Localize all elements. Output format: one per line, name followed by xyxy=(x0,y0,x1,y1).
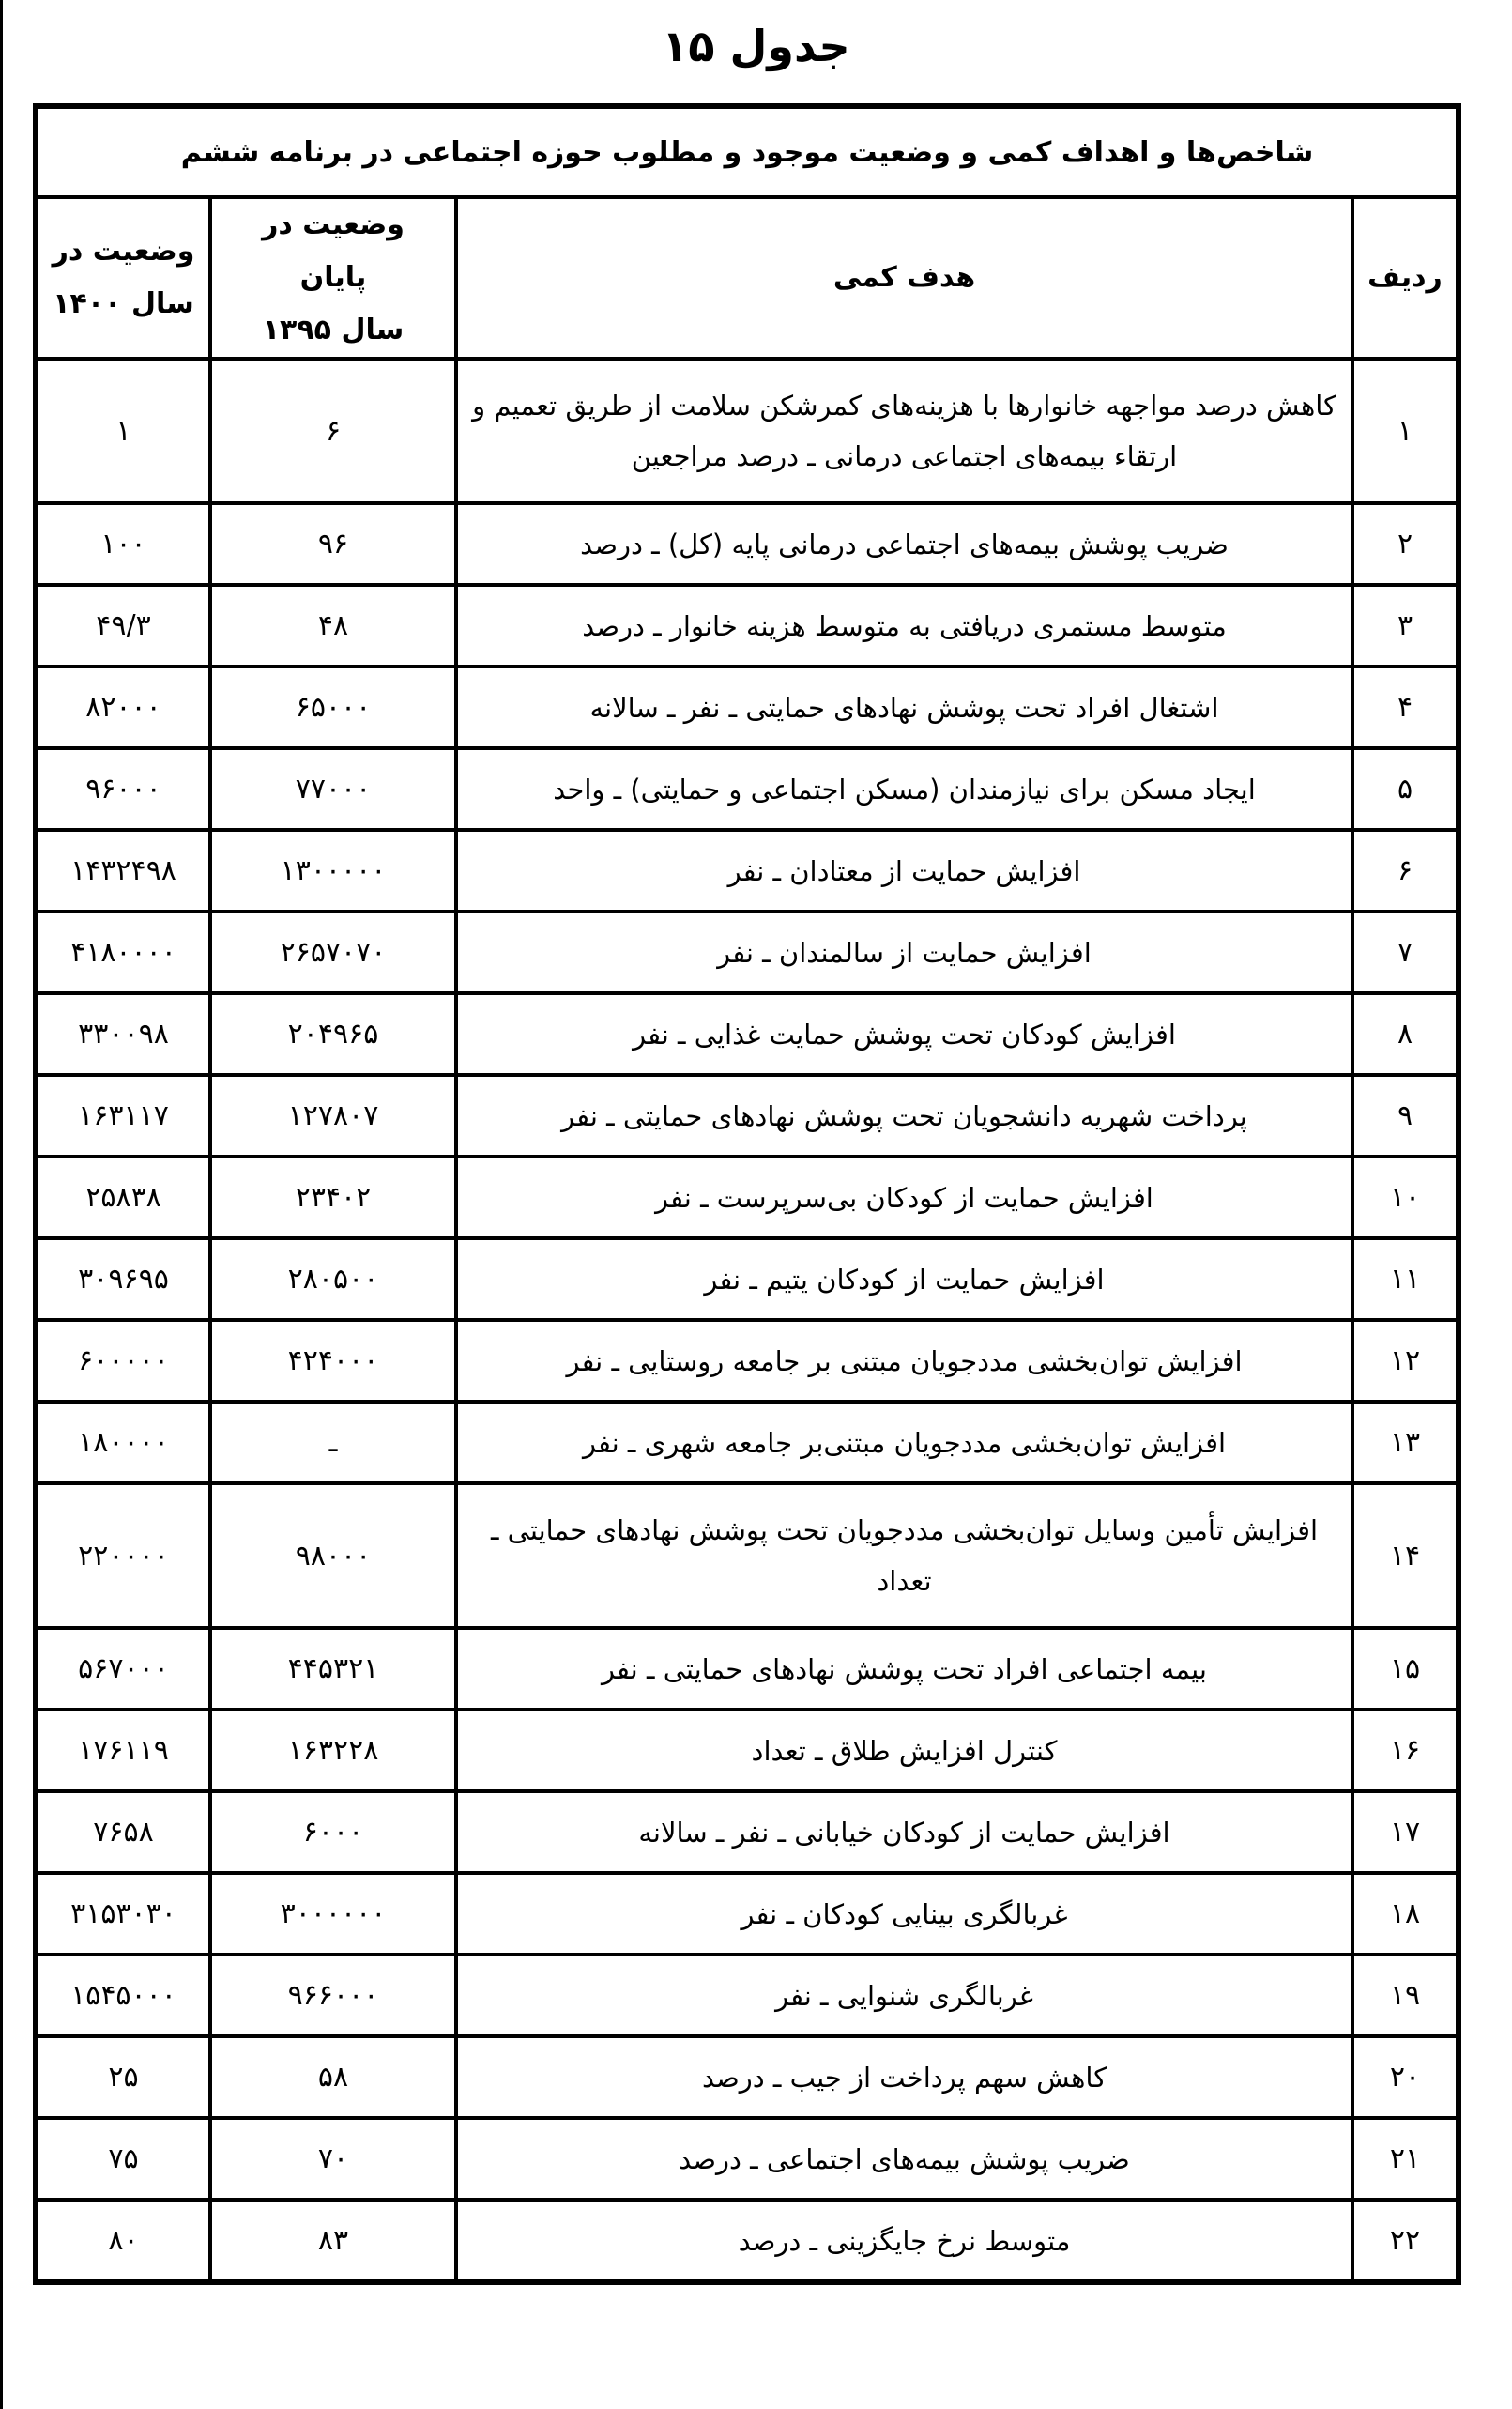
row-status-1400-cell: ۱۶۳۱۱۷ xyxy=(36,1075,210,1157)
row-goal-cell: افزایش حمایت از سالمندان ـ نفر xyxy=(456,912,1352,993)
row-status-1400-cell: ۱۵۴۵۰۰۰ xyxy=(36,1955,210,2036)
social-indicators-table xyxy=(33,103,1461,2285)
row-index-cell: ۸ xyxy=(1352,993,1459,1075)
table-row xyxy=(36,585,1459,667)
row-status-1400-cell: ۴۹/۳ xyxy=(36,585,210,667)
page-title: جدول ۱۵ xyxy=(662,21,850,71)
table-header-row xyxy=(36,197,1459,359)
row-status-1400-cell: ۱۰۰ xyxy=(36,503,210,585)
row-index-cell: ۷ xyxy=(1352,912,1459,993)
row-status-1400-cell: ۳۰۹۶۹۵ xyxy=(36,1238,210,1320)
row-goal-cell: اشتغال افراد تحت پوشش نهادهای حمایتی ـ نفر ـ سالانه xyxy=(456,667,1352,748)
row-index-cell: ۱۱ xyxy=(1352,1238,1459,1320)
header-status-1400-line1: وضعیت در xyxy=(52,235,195,268)
row-status-1395-cell: ۵۸ xyxy=(210,2036,456,2118)
row-status-1395-cell: ۲۶۵۷۰۷۰ xyxy=(210,912,456,993)
row-goal-cell: پرداخت شهریه دانشجویان تحت پوشش نهادهای حمایتی ـ نفر xyxy=(456,1075,1352,1157)
row-status-1395-cell: ۹۸۰۰۰ xyxy=(210,1483,456,1628)
row-index-cell: ۱ xyxy=(1352,359,1459,503)
row-status-1400-cell: ۴۱۸۰۰۰۰ xyxy=(36,912,210,993)
table-row xyxy=(36,1710,1459,1791)
row-status-1400-cell: ۸۰ xyxy=(36,2200,210,2282)
row-status-1400-cell: ۳۳۰۰۹۸ xyxy=(36,993,210,1075)
table-body xyxy=(36,359,1459,2282)
row-status-1400-cell: ۲۵ xyxy=(36,2036,210,2118)
row-status-1395-cell: ۱۳۰۰۰۰۰ xyxy=(210,830,456,912)
row-status-1400-cell: ۱۴۳۲۴۹۸ xyxy=(36,830,210,912)
row-index-cell: ۲۲ xyxy=(1352,2200,1459,2282)
table-row xyxy=(36,830,1459,912)
row-goal-cell: ضریب پوشش بیمه‌های اجتماعی ـ درصد xyxy=(456,2118,1352,2200)
row-index-cell: ۱۹ xyxy=(1352,1955,1459,2036)
row-index-cell: ۱۶ xyxy=(1352,1710,1459,1791)
row-index-cell: ۱۰ xyxy=(1352,1157,1459,1238)
row-index-cell: ۲۱ xyxy=(1352,2118,1459,2200)
header-status-1395-line2: سال ۱۳۹۵ xyxy=(262,314,405,346)
table-row xyxy=(36,2036,1459,2118)
row-goal-cell: ضریب پوشش بیمه‌های اجتماعی درمانی پایه (کل) ـ درصد xyxy=(456,503,1352,585)
row-index-cell: ۴ xyxy=(1352,667,1459,748)
header-index: ردیف xyxy=(1352,197,1459,359)
row-status-1400-cell: ۶۰۰۰۰۰ xyxy=(36,1320,210,1402)
row-index-cell: ۱۲ xyxy=(1352,1320,1459,1402)
row-index-cell: ۲۰ xyxy=(1352,2036,1459,2118)
row-goal-cell: متوسط نرخ جایگزینی ـ درصد xyxy=(456,2200,1352,2282)
row-index-cell: ۹ xyxy=(1352,1075,1459,1157)
row-status-1395-cell: ۳۰۰۰۰۰۰ xyxy=(210,1873,456,1955)
row-status-1395-cell: ۷۷۰۰۰ xyxy=(210,748,456,830)
row-goal-cell: افزایش حمایت از کودکان یتیم ـ نفر xyxy=(456,1238,1352,1320)
table-row xyxy=(36,1955,1459,2036)
row-goal-cell: غربالگری شنوایی ـ نفر xyxy=(456,1955,1352,2036)
row-status-1400-cell: ۲۲۰۰۰۰ xyxy=(36,1483,210,1628)
row-status-1395-cell: ۹۶۶۰۰۰ xyxy=(210,1955,456,2036)
row-status-1400-cell: ۱ xyxy=(36,359,210,503)
row-index-cell: ۱۵ xyxy=(1352,1628,1459,1710)
row-status-1395-cell: ۶۰۰۰ xyxy=(210,1791,456,1873)
header-goal: هدف کمی xyxy=(456,197,1352,359)
row-status-1400-cell: ۱۸۰۰۰۰ xyxy=(36,1402,210,1483)
row-goal-cell: افزایش توان‌بخشی مددجویان مبتنی بر جامعه روستایی ـ نفر xyxy=(456,1320,1352,1402)
table-row xyxy=(36,912,1459,993)
row-goal-cell: افزایش کودکان تحت پوشش حمایت غذایی ـ نفر xyxy=(456,993,1352,1075)
row-goal-cell: افزایش تأمین وسایل توان‌بخشی مددجویان تحت پوشش نهادهای حمایتی ـ تعداد xyxy=(456,1483,1352,1628)
row-status-1395-cell: ۲۸۰۵۰۰ xyxy=(210,1238,456,1320)
header-status-1395 xyxy=(210,197,456,359)
row-goal-cell: افزایش حمایت از کودکان بی‌سرپرست ـ نفر xyxy=(456,1157,1352,1238)
row-index-cell: ۱۳ xyxy=(1352,1402,1459,1483)
row-index-cell: ۵ xyxy=(1352,748,1459,830)
row-goal-cell: افزایش توان‌بخشی مددجویان مبتنی‌بر جامعه شهری ـ نفر xyxy=(456,1402,1352,1483)
row-status-1400-cell: ۸۲۰۰۰ xyxy=(36,667,210,748)
row-status-1395-cell: ۴۸ xyxy=(210,585,456,667)
row-goal-cell: کاهش درصد مواجهه خانوارها با هزینه‌های کمرشکن سلامت از طریق تعمیم و ارتقاء بیمه‌های اجتماعی درمانی ـ درصد مراجعین xyxy=(456,359,1352,503)
row-status-1395-cell: ۶۵۰۰۰ xyxy=(210,667,456,748)
row-status-1400-cell: ۳۱۵۳۰۳۰ xyxy=(36,1873,210,1955)
row-index-cell: ۳ xyxy=(1352,585,1459,667)
row-status-1395-cell: ۹۶ xyxy=(210,503,456,585)
table-row xyxy=(36,993,1459,1075)
row-status-1400-cell: ۵۶۷۰۰۰ xyxy=(36,1628,210,1710)
table-row xyxy=(36,1483,1459,1628)
table-row xyxy=(36,2118,1459,2200)
table-row xyxy=(36,1238,1459,1320)
row-status-1395-cell: ۲۰۴۹۶۵ xyxy=(210,993,456,1075)
table-row xyxy=(36,2200,1459,2282)
row-goal-cell: افزایش حمایت از معتادان ـ نفر xyxy=(456,830,1352,912)
row-index-cell: ۱۴ xyxy=(1352,1483,1459,1628)
row-status-1400-cell: ۲۵۸۳۸ xyxy=(36,1157,210,1238)
table-row xyxy=(36,359,1459,503)
row-index-cell: ۱۸ xyxy=(1352,1873,1459,1955)
row-status-1395-cell: ۶ xyxy=(210,359,456,503)
row-status-1395-cell: ۱۲۷۸۰۷ xyxy=(210,1075,456,1157)
table-row xyxy=(36,1075,1459,1157)
row-status-1395-cell: ۴۲۴۰۰۰ xyxy=(210,1320,456,1402)
row-status-1395-cell: ۱۶۳۲۲۸ xyxy=(210,1710,456,1791)
table-row xyxy=(36,1873,1459,1955)
row-status-1400-cell: ۷۵ xyxy=(36,2118,210,2200)
row-goal-cell: متوسط مستمری دریافتی به متوسط هزینه خانوار ـ درصد xyxy=(456,585,1352,667)
table-row xyxy=(36,1157,1459,1238)
row-status-1395-cell: ـ xyxy=(210,1402,456,1483)
row-status-1395-cell: ۸۳ xyxy=(210,2200,456,2282)
row-status-1400-cell: ۱۷۶۱۱۹ xyxy=(36,1710,210,1791)
table-caption: شاخص‌ها و اهداف کمی و وضعیت موجود و مطلوب حوزه اجتماعی در برنامه ششم xyxy=(36,106,1459,197)
row-index-cell: ۱۷ xyxy=(1352,1791,1459,1873)
row-goal-cell: کاهش سهم پرداخت از جیب ـ درصد xyxy=(456,2036,1352,2118)
header-status-1395-line1: وضعیت در پایان xyxy=(262,208,405,294)
table-row xyxy=(36,503,1459,585)
row-status-1395-cell: ۷۰ xyxy=(210,2118,456,2200)
header-status-1400-line2: سال ۱۴۰۰ xyxy=(53,287,194,320)
page-edge-line xyxy=(0,0,3,2409)
row-goal-cell: بیمه اجتماعی افراد تحت پوشش نهادهای حمایتی ـ نفر xyxy=(456,1628,1352,1710)
row-index-cell: ۶ xyxy=(1352,830,1459,912)
table-row xyxy=(36,1628,1459,1710)
row-index-cell: ۲ xyxy=(1352,503,1459,585)
row-goal-cell: کنترل افزایش طلاق ـ تعداد xyxy=(456,1710,1352,1791)
row-status-1395-cell: ۲۳۴۰۲ xyxy=(210,1157,456,1238)
row-goal-cell: افزایش حمایت از کودکان خیابانی ـ نفر ـ سالانه xyxy=(456,1791,1352,1873)
row-status-1400-cell: ۹۶۰۰۰ xyxy=(36,748,210,830)
table-row xyxy=(36,1791,1459,1873)
row-status-1400-cell: ۷۶۵۸ xyxy=(36,1791,210,1873)
table-row xyxy=(36,1320,1459,1402)
header-status-1400 xyxy=(36,197,210,359)
table-row xyxy=(36,1402,1459,1483)
row-goal-cell: ایجاد مسکن برای نیازمندان (مسکن اجتماعی و حمایتی) ـ واحد xyxy=(456,748,1352,830)
table-row xyxy=(36,667,1459,748)
row-status-1395-cell: ۴۴۵۳۲۱ xyxy=(210,1628,456,1710)
table-row xyxy=(36,748,1459,830)
row-goal-cell: غربالگری بینایی کودکان ـ نفر xyxy=(456,1873,1352,1955)
